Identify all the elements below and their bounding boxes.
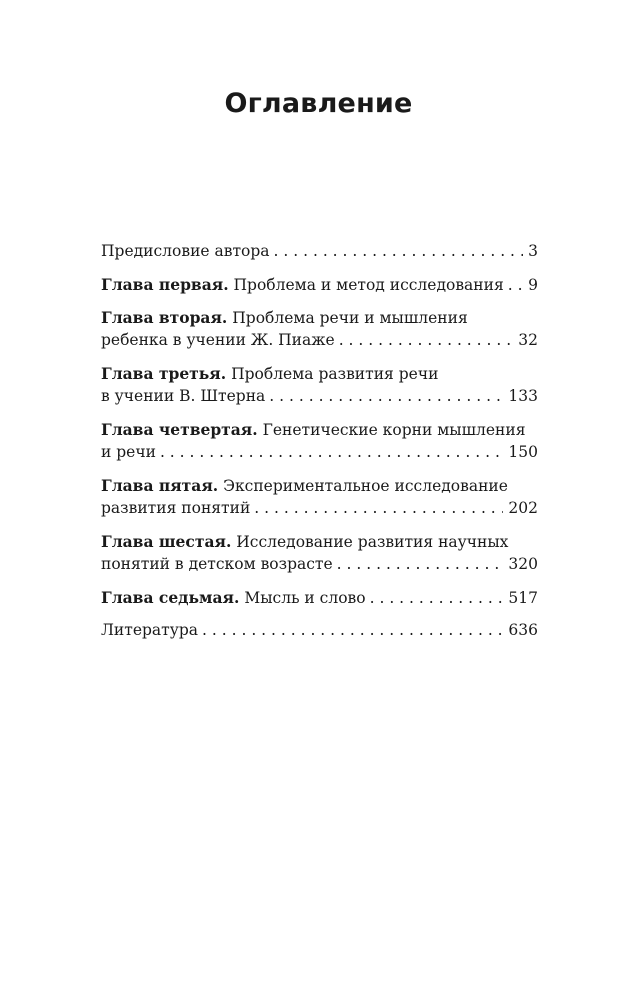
dot-leader — [274, 240, 524, 263]
dot-leader — [508, 274, 523, 297]
toc-page-number: 150 — [508, 443, 538, 461]
toc-entry-title: Проблема развития речи — [231, 365, 439, 383]
toc-entry-title-cont: в учении В. Штерна — [101, 387, 266, 405]
toc-entry-title: Проблема речи и мышления — [232, 309, 468, 327]
toc-chapter-label: Глава четвертая. — [101, 420, 258, 439]
table-of-contents — [101, 240, 538, 652]
toc-page-number: 636 — [508, 621, 538, 639]
toc-chapter-label: Глава вторая. — [101, 308, 228, 327]
toc-chapter-label: Глава шестая. — [101, 532, 232, 551]
toc-page-number: 517 — [508, 589, 538, 607]
toc-entry-preface[interactable] — [101, 240, 538, 263]
toc-chapter-label: Глава пятая. — [101, 476, 219, 495]
toc-page-number: 320 — [508, 555, 538, 573]
toc-entry-title: Проблема и метод исследования — [233, 276, 504, 294]
dot-leader — [202, 619, 503, 642]
dot-leader — [370, 587, 504, 610]
dot-leader — [160, 441, 503, 464]
toc-entry-title: Предисловие автора — [101, 242, 270, 260]
toc-entry-chapter-3[interactable] — [101, 362, 538, 408]
toc-chapter-label: Глава седьмая. — [101, 588, 240, 607]
toc-entry-title: Литература — [101, 621, 199, 639]
dot-leader — [254, 497, 503, 520]
toc-entry-literature[interactable] — [101, 619, 538, 642]
dot-leader — [339, 329, 514, 352]
toc-entry-title-cont: понятий в детском возрасте — [101, 555, 333, 573]
toc-entry-title-cont: и речи — [101, 443, 156, 461]
toc-entry-title-cont: развития понятий — [101, 499, 251, 517]
toc-page-number: 133 — [508, 387, 538, 405]
toc-chapter-label: Глава третья. — [101, 364, 227, 383]
toc-entry-chapter-2[interactable] — [101, 306, 538, 352]
toc-entry-chapter-6[interactable] — [101, 530, 538, 576]
toc-entry-chapter-1[interactable] — [101, 273, 538, 296]
toc-page-number: 9 — [528, 276, 538, 294]
toc-entry-title: Экспериментальное исследование — [223, 477, 508, 495]
toc-page-number: 3 — [528, 242, 538, 260]
toc-chapter-label: Глава первая. — [101, 275, 229, 294]
toc-entry-title: Генетические корни мышления — [262, 421, 526, 439]
page-title: Оглавление — [224, 88, 413, 119]
toc-page-number: 202 — [508, 499, 538, 517]
toc-entry-title-cont: ребенка в учении Ж. Пиаже — [101, 331, 335, 349]
toc-entry-chapter-5[interactable] — [101, 474, 538, 520]
toc-entry-title: Мысль и слово — [244, 589, 366, 607]
toc-entry-title: Исследование развития научных — [236, 533, 509, 551]
toc-entry-chapter-4[interactable] — [101, 418, 538, 464]
dot-leader — [269, 385, 503, 408]
toc-entry-chapter-7[interactable] — [101, 586, 538, 609]
dot-leader — [337, 553, 504, 576]
toc-page-number: 32 — [518, 331, 538, 349]
